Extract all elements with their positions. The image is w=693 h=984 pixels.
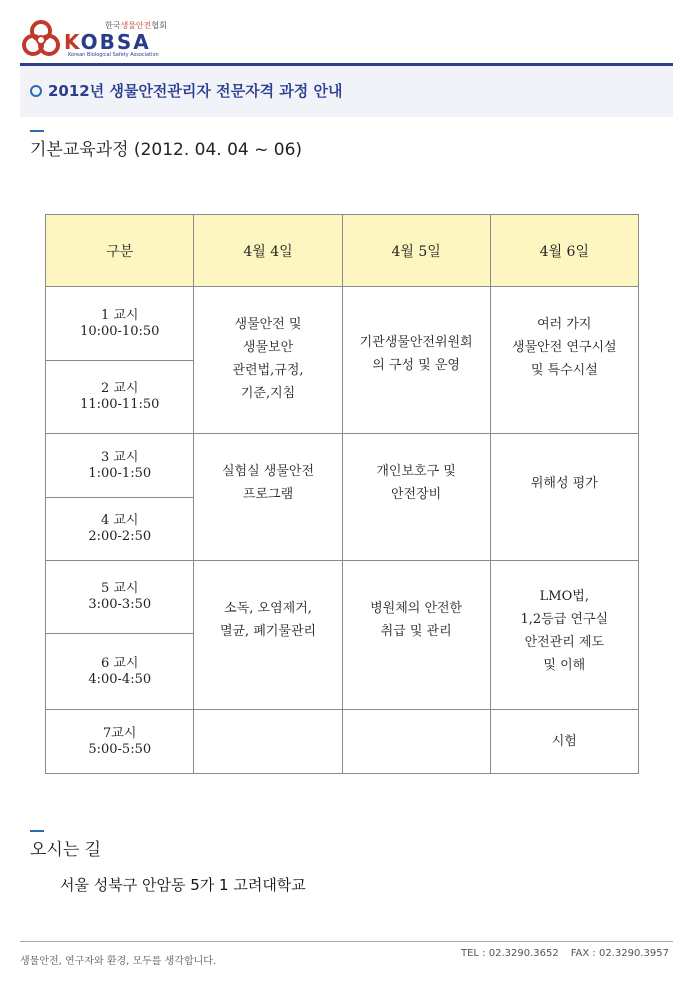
org-english-name: Korean Biological Safety Association (68, 52, 159, 58)
session-cell: 병원체의 안전한 취급 및 관리 (342, 561, 490, 710)
session-cell: 시험 (490, 710, 638, 774)
session-cell: 기관생물안전위원회 의 구성 및 운영 (342, 287, 490, 434)
directions-heading: 오시는 길 (30, 835, 101, 860)
page-title: 2012년 생물안전관리자 전문자격 과정 안내 (48, 82, 343, 100)
session-cell: 여러 가지 생물안전 연구시설 및 특수시설 (490, 287, 638, 434)
footer-fax: FAX : 02.3290.3957 (570, 948, 669, 959)
header-category: 구분 (46, 215, 194, 287)
table-row (46, 287, 639, 361)
footer-tel: TEL : 02.3290.3652 (461, 948, 559, 959)
period-cell: 2 교시 11:00-11:50 (46, 361, 194, 434)
footer-divider (20, 941, 673, 942)
biohazard-icon (20, 18, 62, 60)
header-day3: 4월 6일 (490, 215, 638, 287)
period-cell: 1 교시 10:00-10:50 (46, 287, 194, 361)
org-korean-name: 한국생물안전협회 (105, 21, 167, 30)
period-cell: 6 교시 4:00-4:50 (46, 634, 194, 710)
kobsa-logo (20, 18, 167, 62)
logo-wordmark: KOBSA (64, 30, 151, 54)
footer-contact (461, 948, 669, 959)
header-day2: 4월 5일 (342, 215, 490, 287)
session-cell: 실험실 생물안전 프로그램 (194, 434, 342, 561)
circle-bullet-icon (30, 85, 42, 97)
title-bar (20, 66, 673, 117)
session-cell-empty (342, 710, 490, 774)
session-cell: 소독, 오염제거, 멸균, 폐기물관리 (194, 561, 342, 710)
period-cell: 3 교시 1:00-1:50 (46, 434, 194, 498)
schedule-table (45, 214, 639, 774)
period-cell: 5 교시 3:00-3:50 (46, 561, 194, 634)
session-cell: LMO법, 1,2등급 연구실 안전관리 제도 및 이해 (490, 561, 638, 710)
session-cell: 개인보호구 및 안전장비 (342, 434, 490, 561)
header-day1: 4월 4일 (194, 215, 342, 287)
session-cell: 위해성 평가 (490, 434, 638, 561)
table-header-row (46, 215, 639, 287)
address-text: 서울 성북구 안암동 5가 1 고려대학교 (60, 876, 306, 894)
footer-slogan: 생물안전, 연구자와 환경, 모두를 생각합니다. (20, 956, 217, 967)
period-cell: 4 교시 2:00-2:50 (46, 498, 194, 561)
session-cell: 생물안전 및 생물보안 관련법,규정, 기준,지침 (194, 287, 342, 434)
table-row (46, 434, 639, 498)
period-cell: 7교시 5:00-5:50 (46, 710, 194, 774)
table-row (46, 710, 639, 774)
course-heading: 기본교육과정 (2012. 04. 04 ~ 06) (30, 135, 302, 160)
table-row (46, 561, 639, 634)
session-cell-empty (194, 710, 342, 774)
